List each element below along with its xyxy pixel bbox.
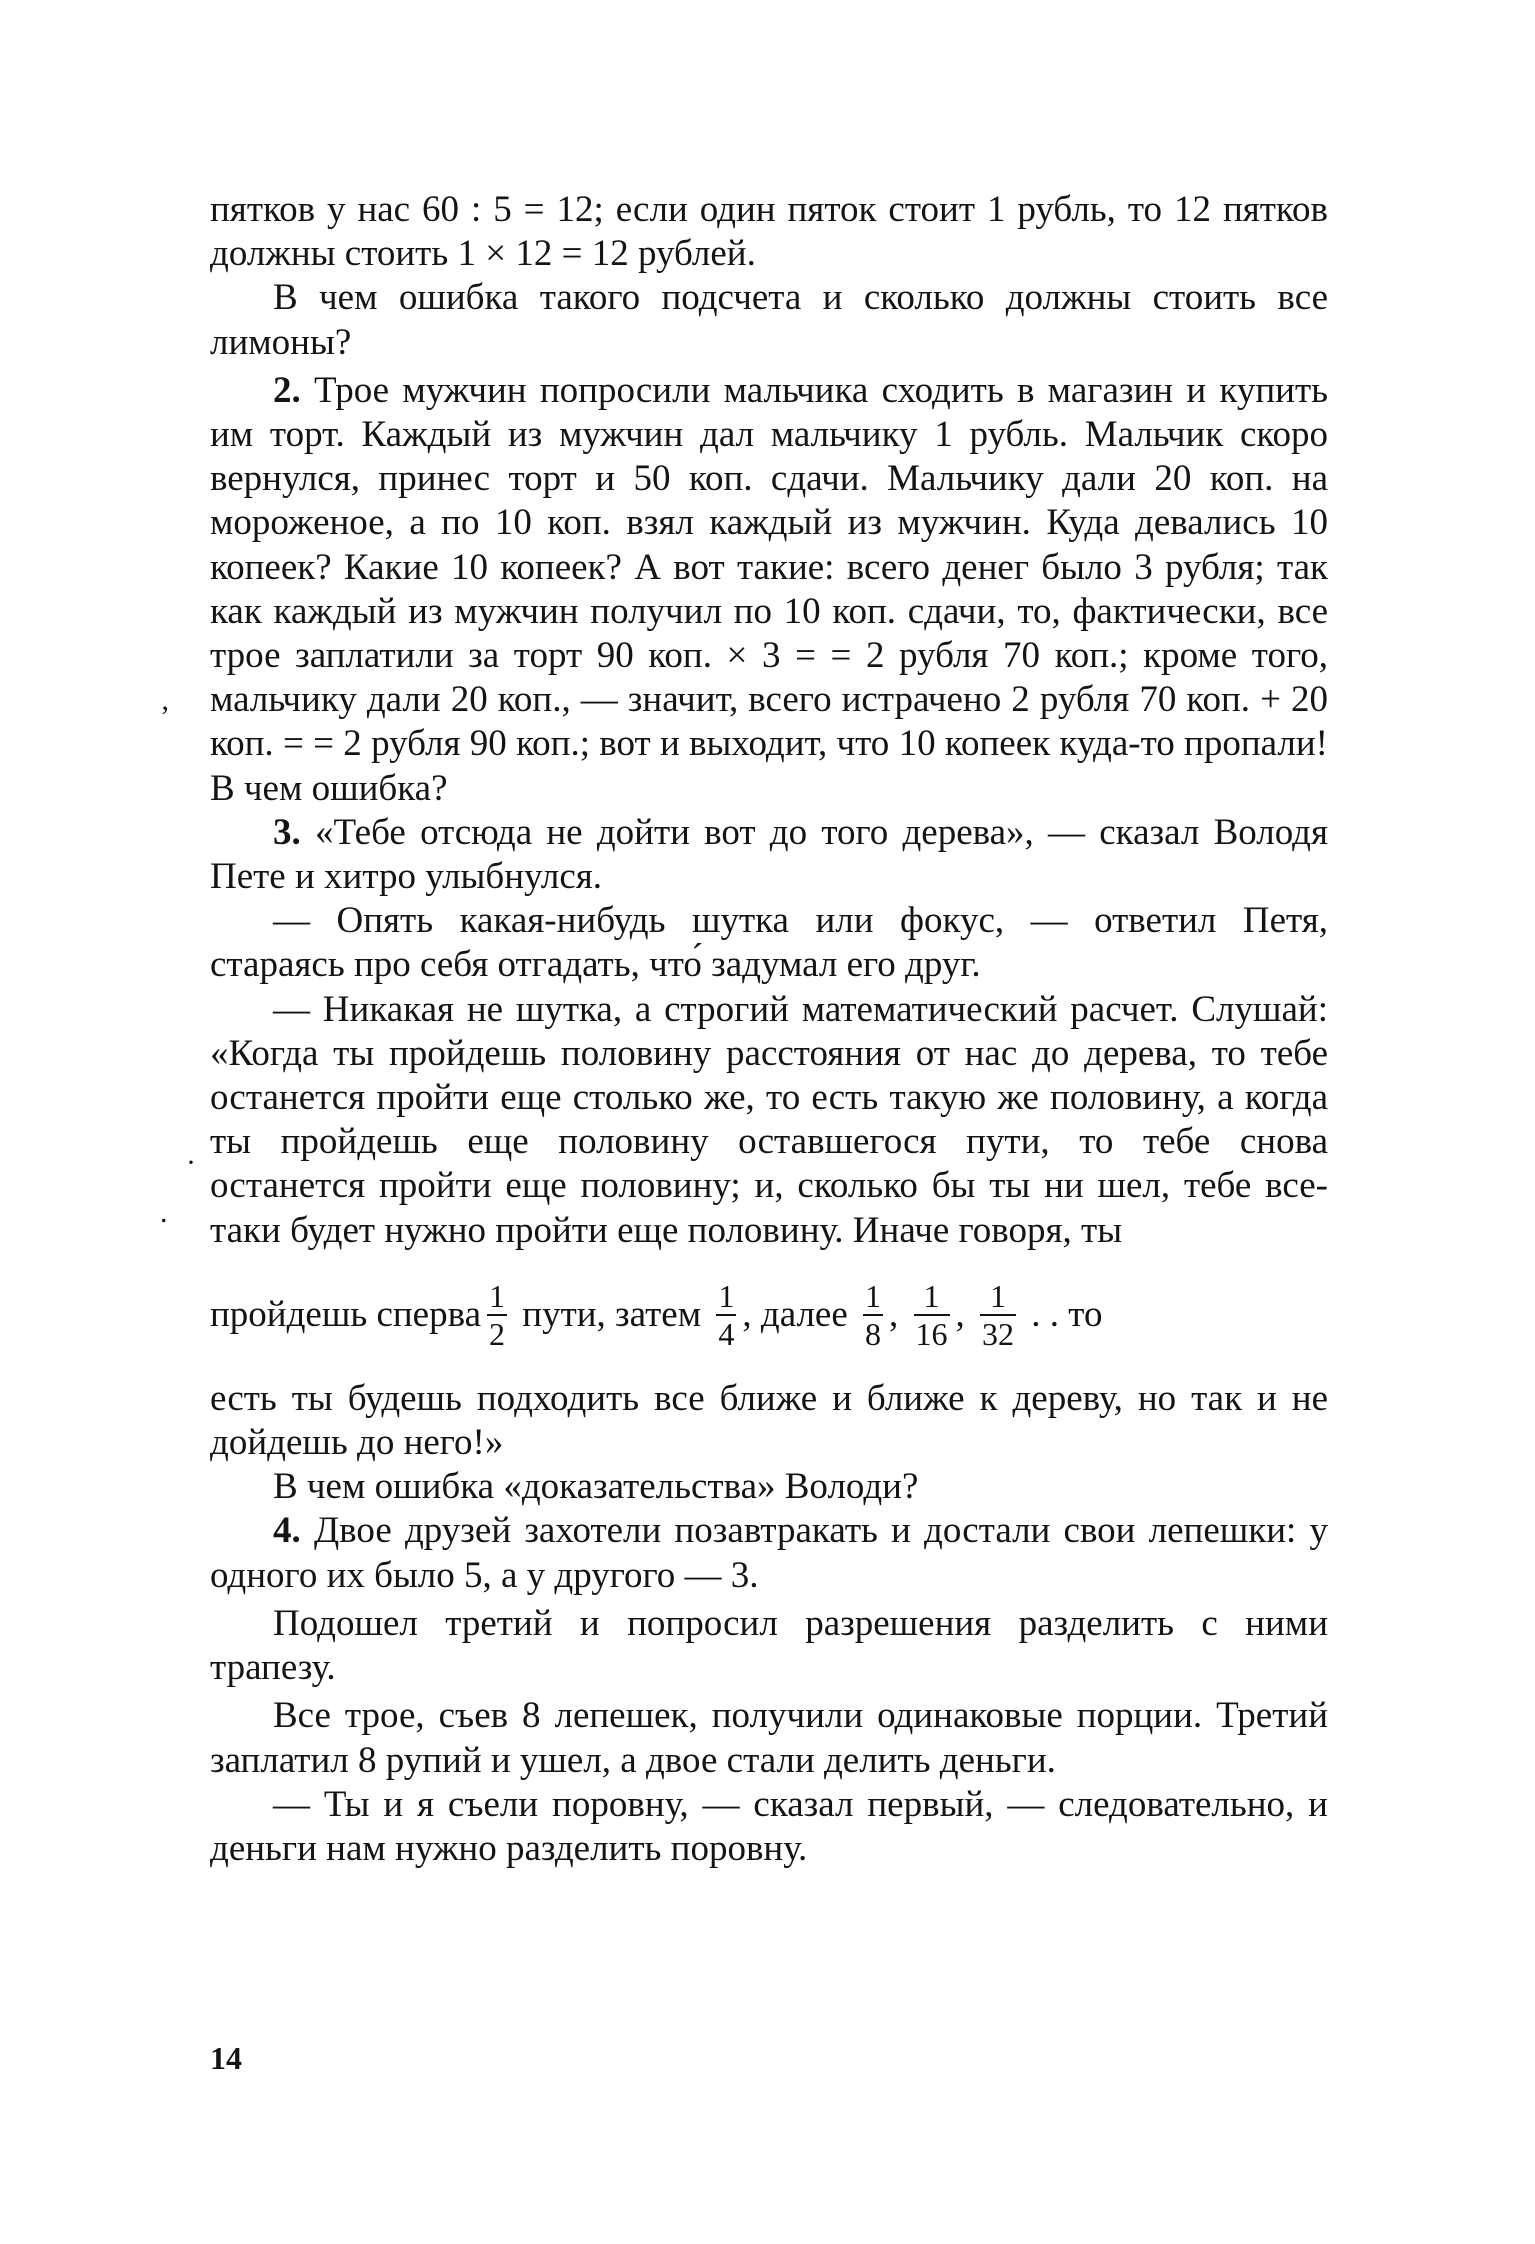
paragraph: В чем ошибка «доказательства» Володи? bbox=[273, 1466, 919, 1508]
margin-dot: · bbox=[186, 1146, 196, 1179]
paragraph: — Опять какая-нибудь шутка или фокус, — ответил Петя, стараясь про себя отгадать, что́ задумал его друг. bbox=[210, 900, 1328, 986]
problem-number: 3. bbox=[273, 811, 301, 853]
problem-text: Двое друзей захотели позавтракать и достали свои лепешки: у одного их было 5, а у другого — 3. bbox=[210, 1510, 1328, 1596]
separator: , bbox=[889, 1293, 908, 1335]
margin-dot: . bbox=[160, 1196, 168, 1229]
text-run: пройдешь сперва bbox=[210, 1293, 482, 1335]
paragraph bbox=[210, 1509, 1328, 1597]
margin-mark: ’ bbox=[160, 700, 170, 733]
text-run: . . то bbox=[1022, 1293, 1103, 1335]
fraction: $\frac{1}{8}$ bbox=[865, 1277, 882, 1352]
fraction: $\frac{1}{16}$ bbox=[915, 1277, 948, 1352]
paragraph bbox=[210, 369, 1328, 811]
paragraph: есть ты будешь подходить все ближе и ближе к дереву, но так и не дойдешь до него!» bbox=[210, 1377, 1328, 1464]
paragraph: В чем ошибка такого подсчета и сколько должны стоить все лимоны? bbox=[210, 277, 1328, 363]
problem-number: 2. bbox=[273, 369, 301, 411]
paragraph: Все трое, съев 8 лепешек, получили одинаковые порции. Третий заплатил 8 рупий и ушел, а двое стали делить деньги. bbox=[210, 1695, 1328, 1781]
paragraph bbox=[210, 811, 1328, 899]
fraction: $\frac{1}{2}$ bbox=[489, 1277, 506, 1352]
text-run: пути, затем bbox=[513, 1293, 711, 1335]
page-body bbox=[210, 188, 1328, 1871]
text-run: , далее bbox=[742, 1293, 858, 1335]
problem-number: 4. bbox=[273, 1510, 301, 1552]
separator: , bbox=[955, 1293, 975, 1335]
paragraph: — Никакая не шутка, а строгий математический расчет. Слушай: «Когда ты пройдешь половину расстояния от нас до дерева, то тебе останется пройти еще столько же, то есть такую же половину, а когда ты пройдешь еще половину оставшегося пути, то тебе снова останется пройти еще половину; и, сколько бы ты ни шел, тебе все-таки будет нужно пройти еще половину. Иначе говоря, ты bbox=[210, 988, 1328, 1251]
paragraph: пятков у нас 60 : 5 = 12; если один пяток стоит 1 рубль, то 12 пятков должны стоить 1 × 12 = 12 рублей. bbox=[210, 189, 1328, 275]
fraction: $\frac{1}{32}$ bbox=[982, 1277, 1015, 1352]
fraction-line bbox=[210, 1253, 1328, 1377]
problem-text: «Тебе отсюда не дойти вот до того дерева», — сказал Володя Пете и хитро улыбнулся. bbox=[210, 811, 1328, 898]
paragraph: — Ты и я съели поровну, — сказал первый, — следовательно, и деньги нам нужно разделить поровну. bbox=[210, 1783, 1328, 1869]
paragraph: Подошел третий и попросил разрешения разделить с ними трапезу. bbox=[210, 1602, 1328, 1689]
fraction: $\frac{1}{4}$ bbox=[718, 1277, 735, 1352]
page-number: 14 bbox=[210, 2040, 242, 2076]
problem-text: Трое мужчин попросили мальчика сходить в магазин и купить им торт. Каждый из мужчин дал мальчику 1 рубль. Мальчик скоро вернулся, принес торт и 50 коп. сдачи. Мальчику дали 20 коп. на мороженое, а по 10 коп. взял каждый из мужчин. Куда девались 10 копеек? Какие 10 копеек? А вот такие: всего денег было 3 рубля; так как каждый из мужчин получил по 10 коп. сдачи, то, фактически, все трое заплатили за торт 90 коп. × 3 = = 2 рубля 70 коп.; кроме того, мальчику дали 20 коп., — значит, всего истрачено 2 рубля 70 коп. + 20 коп. = = 2 рубля 90 коп.; вот и выходит, что 10 копеек куда-то пропали! В чем ошибка? bbox=[210, 369, 1328, 809]
